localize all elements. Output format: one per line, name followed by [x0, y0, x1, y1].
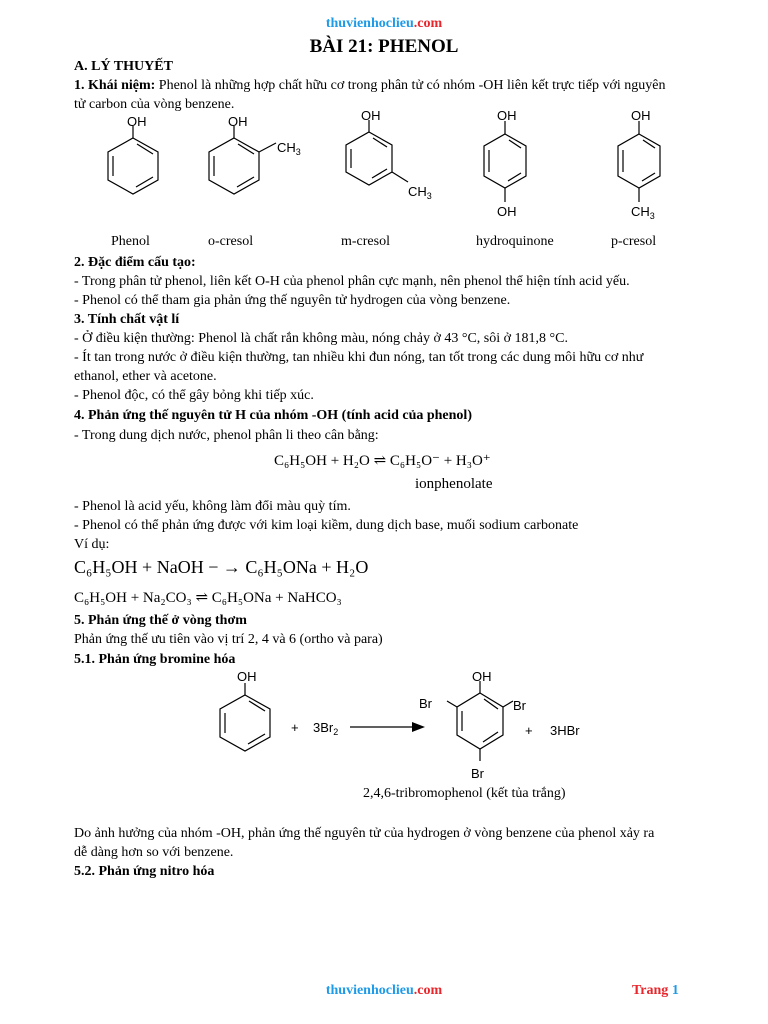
page-number	[632, 983, 679, 999]
definition-line-2: tử carbon của vòng benzene.	[74, 97, 235, 112]
section-4-line-1: - Trong dung dịch nước, phenol phân li theo cân bằng:	[74, 428, 379, 443]
section-3-line-2b: ethanol, ether và acetone.	[74, 369, 217, 384]
section-4-line-2: - Phenol là acid yếu, không làm đổi màu quỳ tím.	[74, 499, 351, 514]
m-cresol-ch3-label: $CH_3$	[408, 184, 432, 201]
eq2-arrow: − →	[208, 557, 241, 577]
hbr-label: 3HBr	[550, 723, 580, 738]
product-br-bottom-label: Br	[471, 766, 484, 781]
eq3-right: C₆H₅ONa + NaHCO₃	[211, 590, 342, 606]
section-5-line-1: Phản ứng thế ưu tiên vào vị trí 2, 4 và 6 (ortho và para)	[74, 632, 383, 647]
name-p-cresol: p-cresol	[611, 234, 657, 249]
m-cresol-oh-label: OH	[361, 110, 381, 123]
o-cresol-oh-label: OH	[228, 114, 248, 129]
product-oh-label: OH	[472, 669, 492, 684]
page-num: 1	[671, 983, 679, 998]
section-4-heading: 4. Phản ứng thế nguyên tử H của nhóm -OH (tính acid của phenol)	[74, 408, 472, 423]
tribromophenol-structure	[447, 681, 513, 761]
section-5-2-heading: 5.2. Phản ứng nitro hóa	[74, 864, 215, 879]
reaction-arrow-head	[412, 722, 425, 732]
m-cresol-structure	[346, 120, 408, 185]
section-5-paragraph-2: dễ dàng hơn so với benzene.	[74, 845, 234, 860]
site-tld: .com	[413, 16, 443, 31]
product-br-left-label: Br	[419, 696, 432, 711]
p-cresol-structure	[618, 121, 660, 202]
eq2-left: C₆H₅OH + NaOH	[74, 557, 204, 577]
page-title: BÀI 21: PHENOL	[309, 36, 459, 57]
section-2-line-1: - Trong phân tử phenol, liên kết O-H của phenol phân cực mạnh, nên phenol thể hiện tính acid yếu.	[74, 274, 630, 289]
section-a-heading: A. LÝ THUYẾT	[74, 59, 173, 74]
phenol-structure	[108, 126, 158, 194]
section-3-heading: 3. Tính chất vật lí	[74, 312, 180, 327]
name-m-cresol: m-cresol	[341, 234, 390, 249]
p-cresol-oh-label: OH	[631, 110, 651, 123]
eq3-equilibrium-symbol: ⇌	[195, 590, 209, 606]
name-o-cresol: o-cresol	[208, 234, 254, 249]
eq1-equilibrium-symbol: ⇌	[373, 453, 387, 469]
footer-site-tld: .com	[413, 983, 443, 998]
example-label: Ví dụ:	[74, 537, 110, 552]
eq3-left: C₆H₅OH + Na₂CO₃	[74, 590, 192, 606]
bromination-diagram	[200, 665, 620, 785]
section-2-heading: 2. Đặc điểm cấu tạo:	[74, 255, 196, 270]
section-3-line-1: - Ở điều kiện thường: Phenol là chất rắn không màu, nóng chảy ở 43 °C, sôi ở 181,8 °C.	[74, 331, 568, 346]
phenol-reactant-structure	[220, 683, 270, 751]
header-site[interactable]	[0, 16, 768, 32]
equation-na2co3	[74, 588, 342, 607]
section-2-line-2: - Phenol có thể tham gia phản ứng thế nguyên tử hydrogen của vòng benzene.	[74, 293, 511, 308]
equation-dissociation	[274, 451, 491, 470]
site-name: thuvienhoclieu	[325, 16, 414, 31]
hydroquinone-structure	[484, 121, 526, 202]
ion-phenolate-label: ionphenolate	[415, 476, 493, 492]
phenol-ring	[108, 138, 158, 194]
p-cresol-ch3-label: $CH_3$	[631, 204, 655, 221]
phenol-structures-diagram	[74, 110, 714, 230]
page-label: Trang	[632, 983, 669, 998]
definition-text: Phenol là những hợp chất hữu cơ trong phân tử có nhóm -OH liên kết trực tiếp với nguyên	[155, 78, 666, 93]
plus-sign-1: +	[291, 720, 299, 735]
name-hydroquinone: hydroquinone	[476, 234, 554, 249]
reactant-oh-label: OH	[237, 669, 257, 684]
equation-naoh	[74, 557, 368, 578]
phenol-oh-label: OH	[127, 114, 147, 129]
section-5-heading: 5. Phản ứng thế ở vòng thơm	[74, 613, 247, 628]
hydroquinone-oh-top-label: OH	[497, 110, 517, 123]
name-phenol: Phenol	[111, 234, 150, 249]
section-5-paragraph-1: Do ảnh hưởng của nhóm -OH, phản ứng thế nguyên tử của hydrogen ở vòng benzene của phenol xảy ra	[74, 826, 655, 841]
section-5-1-heading: 5.1. Phản ứng bromine hóa	[74, 652, 236, 667]
eq1-left: C₆H₅OH + H₂O	[274, 453, 370, 469]
o-cresol-ch3-label: $CH_3$	[277, 140, 301, 157]
footer-site-name: thuvienhoclieu	[325, 983, 414, 998]
section-3-line-2a: - Ít tan trong nước ở điều kiện thường, tan nhiều khi đun nóng, tan tốt trong các dung môi hữu cơ như	[74, 350, 644, 365]
o-cresol-structure	[209, 126, 276, 194]
product-caption: 2,4,6-tribromophenol (kết tủa trắng)	[363, 786, 566, 801]
plus-sign-2: +	[525, 723, 533, 738]
hydroquinone-oh-bottom-label: OH	[497, 204, 517, 219]
section-3-line-3: - Phenol độc, có thể gây bỏng khi tiếp xúc.	[74, 388, 314, 403]
definition-head: 1. Khái niệm:	[74, 78, 156, 93]
eq2-right: C₆H₅ONa + H₂O	[245, 557, 369, 577]
eq1-right: C₆H₅O⁻ + H₃O⁺	[389, 453, 491, 469]
section-4-line-3: - Phenol có thể phản ứng được với kim loại kiềm, dung dịch base, muối sodium carbonate	[74, 518, 579, 533]
br2-label: $3Br_2$	[313, 720, 339, 737]
product-br-right-label: Br	[513, 698, 526, 713]
definition-line-1	[74, 76, 734, 95]
